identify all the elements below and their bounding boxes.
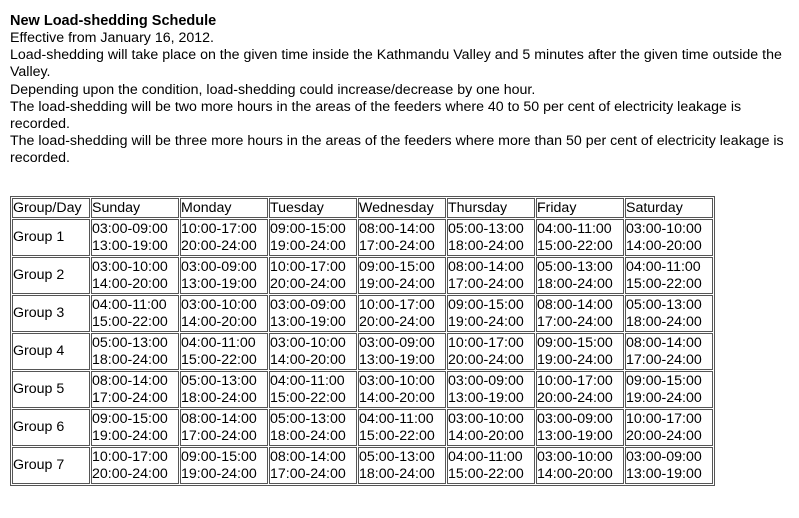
schedule-cell [536, 447, 624, 484]
schedule-cell [91, 409, 179, 446]
time-slot: 08:00-14:00 [359, 220, 435, 237]
time-slot: 14:00-20:00 [181, 313, 257, 330]
time-slot: 05:00-13:00 [448, 220, 524, 237]
header-day: Friday [536, 198, 624, 218]
schedule-table [10, 196, 715, 486]
time-slot: 08:00-14:00 [270, 448, 346, 465]
schedule-cell [180, 219, 268, 256]
schedule-cell [447, 409, 535, 446]
time-slot: 18:00-24:00 [359, 465, 435, 482]
time-slot: 18:00-24:00 [448, 237, 524, 254]
schedule-cell [91, 371, 179, 408]
time-slot: 14:00-20:00 [626, 237, 702, 254]
time-slot: 15:00-22:00 [537, 237, 613, 254]
time-slot: 17:00-24:00 [359, 237, 435, 254]
time-slot: 10:00-17:00 [626, 410, 702, 427]
time-slot: 09:00-15:00 [448, 296, 524, 313]
time-slot: 05:00-13:00 [626, 296, 702, 313]
time-slot: 04:00-11:00 [448, 448, 523, 465]
time-slot: 17:00-24:00 [537, 313, 613, 330]
time-slot: 05:00-13:00 [181, 372, 257, 389]
schedule-cell [358, 371, 446, 408]
time-slot: 14:00-20:00 [537, 465, 613, 482]
time-slot: 09:00-15:00 [537, 334, 613, 351]
schedule-cell [536, 409, 624, 446]
schedule-cell [269, 219, 357, 256]
schedule-cell [625, 333, 713, 370]
time-slot: 10:00-17:00 [270, 258, 346, 275]
schedule-cell [358, 409, 446, 446]
schedule-cell [358, 295, 446, 332]
time-slot: 10:00-17:00 [359, 296, 435, 313]
notice-timing-info: Load-shedding will take place on the given time inside the Kathmandu Valley and 5 minutes after the given time outside the Valley. [10, 47, 782, 81]
notice-leakage-two-hours: The load-shedding will be two more hours in the areas of the feeders where 40 to 50 per cent of electricity leakage is recorded. [10, 98, 742, 133]
schedule-cell [91, 295, 179, 332]
time-slot: 04:00-11:00 [359, 410, 434, 427]
time-slot: 20:00-24:00 [448, 351, 524, 368]
time-slot: 15:00-22:00 [92, 313, 168, 330]
time-slot: 10:00-17:00 [537, 372, 613, 389]
time-slot: 13:00-19:00 [537, 427, 613, 444]
time-slot: 15:00-22:00 [448, 465, 524, 482]
schedule-cell [447, 333, 535, 370]
group-label: Group 4 [12, 333, 90, 370]
time-slot: 20:00-24:00 [270, 275, 346, 292]
time-slot: 03:00-10:00 [181, 296, 257, 313]
schedule-cell [91, 219, 179, 256]
group-label: Group 6 [12, 409, 90, 446]
time-slot: 03:00-09:00 [92, 220, 168, 237]
time-slot: 04:00-11:00 [92, 296, 167, 313]
notice-leakage-three-hours: The load-shedding will be three more hours in the areas of the feeders where more than 50 per cent of electricity leakage is recorded. [10, 133, 784, 167]
time-slot: 19:00-24:00 [92, 427, 168, 444]
schedule-cell [180, 409, 268, 446]
time-slot: 14:00-20:00 [92, 275, 168, 292]
schedule-cell [536, 257, 624, 294]
time-slot: 04:00-11:00 [181, 334, 256, 351]
time-slot: 08:00-14:00 [537, 296, 613, 313]
schedule-cell [358, 333, 446, 370]
time-slot: 15:00-22:00 [181, 351, 257, 368]
group-label: Group 2 [12, 257, 90, 294]
schedule-cell [447, 447, 535, 484]
time-slot: 09:00-15:00 [181, 448, 257, 465]
time-slot: 20:00-24:00 [359, 313, 435, 330]
time-slot: 18:00-24:00 [270, 427, 346, 444]
time-slot: 08:00-14:00 [626, 334, 702, 351]
time-slot: 14:00-20:00 [359, 389, 435, 406]
time-slot: 10:00-17:00 [92, 448, 168, 465]
group-label: Group 3 [12, 295, 90, 332]
time-slot: 19:00-24:00 [626, 389, 702, 406]
time-slot: 04:00-11:00 [270, 372, 345, 389]
time-slot: 17:00-24:00 [92, 389, 168, 406]
header-day: Wednesday [358, 198, 446, 218]
page-title: New Load-shedding Schedule [10, 13, 217, 29]
schedule-cell [358, 257, 446, 294]
time-slot: 03:00-09:00 [626, 448, 702, 465]
schedule-cell [625, 257, 713, 294]
time-slot: 15:00-22:00 [270, 389, 346, 406]
schedule-cell [269, 333, 357, 370]
time-slot: 20:00-24:00 [537, 389, 613, 406]
schedule-cell [536, 295, 624, 332]
group-label: Group 1 [12, 219, 90, 256]
time-slot: 03:00-09:00 [181, 258, 257, 275]
time-slot: 09:00-15:00 [270, 220, 346, 237]
schedule-cell [536, 333, 624, 370]
table-row [12, 409, 713, 446]
time-slot: 19:00-24:00 [359, 275, 435, 292]
notice-section [10, 12, 790, 168]
time-slot: 18:00-24:00 [92, 351, 168, 368]
table-header-row [12, 198, 713, 218]
schedule-cell [180, 295, 268, 332]
schedule-cell [91, 257, 179, 294]
schedule-cell [447, 371, 535, 408]
schedule-cell [536, 219, 624, 256]
time-slot: 15:00-22:00 [626, 275, 702, 292]
schedule-cell [625, 371, 713, 408]
time-slot: 03:00-10:00 [359, 372, 435, 389]
time-slot: 03:00-09:00 [270, 296, 346, 313]
header-day: Thursday [447, 198, 535, 218]
time-slot: 10:00-17:00 [181, 220, 257, 237]
table-row [12, 447, 713, 484]
schedule-cell [447, 219, 535, 256]
schedule-cell [447, 295, 535, 332]
time-slot: 03:00-09:00 [448, 372, 524, 389]
schedule-cell [625, 295, 713, 332]
schedule-cell [625, 447, 713, 484]
time-slot: 03:00-09:00 [537, 410, 613, 427]
time-slot: 14:00-20:00 [270, 351, 346, 368]
time-slot: 09:00-15:00 [626, 372, 702, 389]
time-slot: 08:00-14:00 [92, 372, 168, 389]
schedule-cell [269, 257, 357, 294]
table-row [12, 295, 713, 332]
time-slot: 05:00-13:00 [359, 448, 435, 465]
schedule-body [12, 219, 713, 484]
time-slot: 03:00-10:00 [92, 258, 168, 275]
time-slot: 08:00-14:00 [448, 258, 524, 275]
time-slot: 03:00-09:00 [359, 334, 435, 351]
schedule-cell [358, 219, 446, 256]
time-slot: 05:00-13:00 [537, 258, 613, 275]
time-slot: 04:00-11:00 [537, 220, 612, 237]
time-slot: 17:00-24:00 [181, 427, 257, 444]
table-row [12, 257, 713, 294]
time-slot: 05:00-13:00 [92, 334, 168, 351]
time-slot: 09:00-15:00 [359, 258, 435, 275]
time-slot: 13:00-19:00 [359, 351, 435, 368]
time-slot: 17:00-24:00 [626, 351, 702, 368]
time-slot: 17:00-24:00 [448, 275, 524, 292]
table-row [12, 219, 713, 256]
time-slot: 08:00-14:00 [181, 410, 257, 427]
schedule-cell [180, 257, 268, 294]
schedule-cell [180, 333, 268, 370]
schedule-cell [269, 409, 357, 446]
time-slot: 03:00-10:00 [537, 448, 613, 465]
schedule-cell [625, 409, 713, 446]
schedule-cell [358, 447, 446, 484]
table-row [12, 333, 713, 370]
schedule-cell [269, 447, 357, 484]
time-slot: 19:00-24:00 [270, 237, 346, 254]
time-slot: 20:00-24:00 [181, 237, 257, 254]
time-slot: 17:00-24:00 [270, 465, 346, 482]
time-slot: 14:00-20:00 [448, 427, 524, 444]
schedule-cell [625, 219, 713, 256]
time-slot: 18:00-24:00 [626, 313, 702, 330]
header-day: Sunday [91, 198, 179, 218]
time-slot: 09:00-15:00 [92, 410, 168, 427]
notice-variation-info: Depending upon the condition, load-shedding could increase/decrease by one hour. [10, 81, 536, 98]
notice-effective-date: Effective from January 16, 2012. [10, 30, 214, 46]
table-row [12, 371, 713, 408]
time-slot: 15:00-22:00 [359, 427, 435, 444]
header-day: Tuesday [269, 198, 357, 218]
time-slot: 20:00-24:00 [92, 465, 168, 482]
time-slot: 03:00-10:00 [626, 220, 702, 237]
time-slot: 18:00-24:00 [181, 389, 257, 406]
time-slot: 13:00-19:00 [181, 275, 257, 292]
header-day: Monday [180, 198, 268, 218]
time-slot: 03:00-10:00 [448, 410, 524, 427]
schedule-cell [91, 333, 179, 370]
schedule-cell [536, 371, 624, 408]
header-day: Saturday [625, 198, 713, 218]
schedule-cell [180, 447, 268, 484]
time-slot: 13:00-19:00 [270, 313, 346, 330]
time-slot: 10:00-17:00 [448, 334, 524, 351]
schedule-cell [269, 295, 357, 332]
time-slot: 13:00-19:00 [626, 465, 702, 482]
time-slot: 03:00-10:00 [270, 334, 346, 351]
schedule-cell [91, 447, 179, 484]
group-label: Group 5 [12, 371, 90, 408]
time-slot: 19:00-24:00 [448, 313, 524, 330]
time-slot: 13:00-19:00 [448, 389, 524, 406]
time-slot: 04:00-11:00 [626, 258, 701, 275]
time-slot: 05:00-13:00 [270, 410, 346, 427]
time-slot: 13:00-19:00 [92, 237, 168, 254]
time-slot: 19:00-24:00 [181, 465, 257, 482]
schedule-cell [447, 257, 535, 294]
time-slot: 20:00-24:00 [626, 427, 702, 444]
header-group-day: Group/Day [12, 198, 90, 218]
time-slot: 19:00-24:00 [537, 351, 613, 368]
schedule-cell [180, 371, 268, 408]
schedule-table-wrapper [10, 196, 715, 486]
group-label: Group 7 [12, 447, 90, 484]
time-slot: 18:00-24:00 [537, 275, 613, 292]
schedule-cell [269, 371, 357, 408]
